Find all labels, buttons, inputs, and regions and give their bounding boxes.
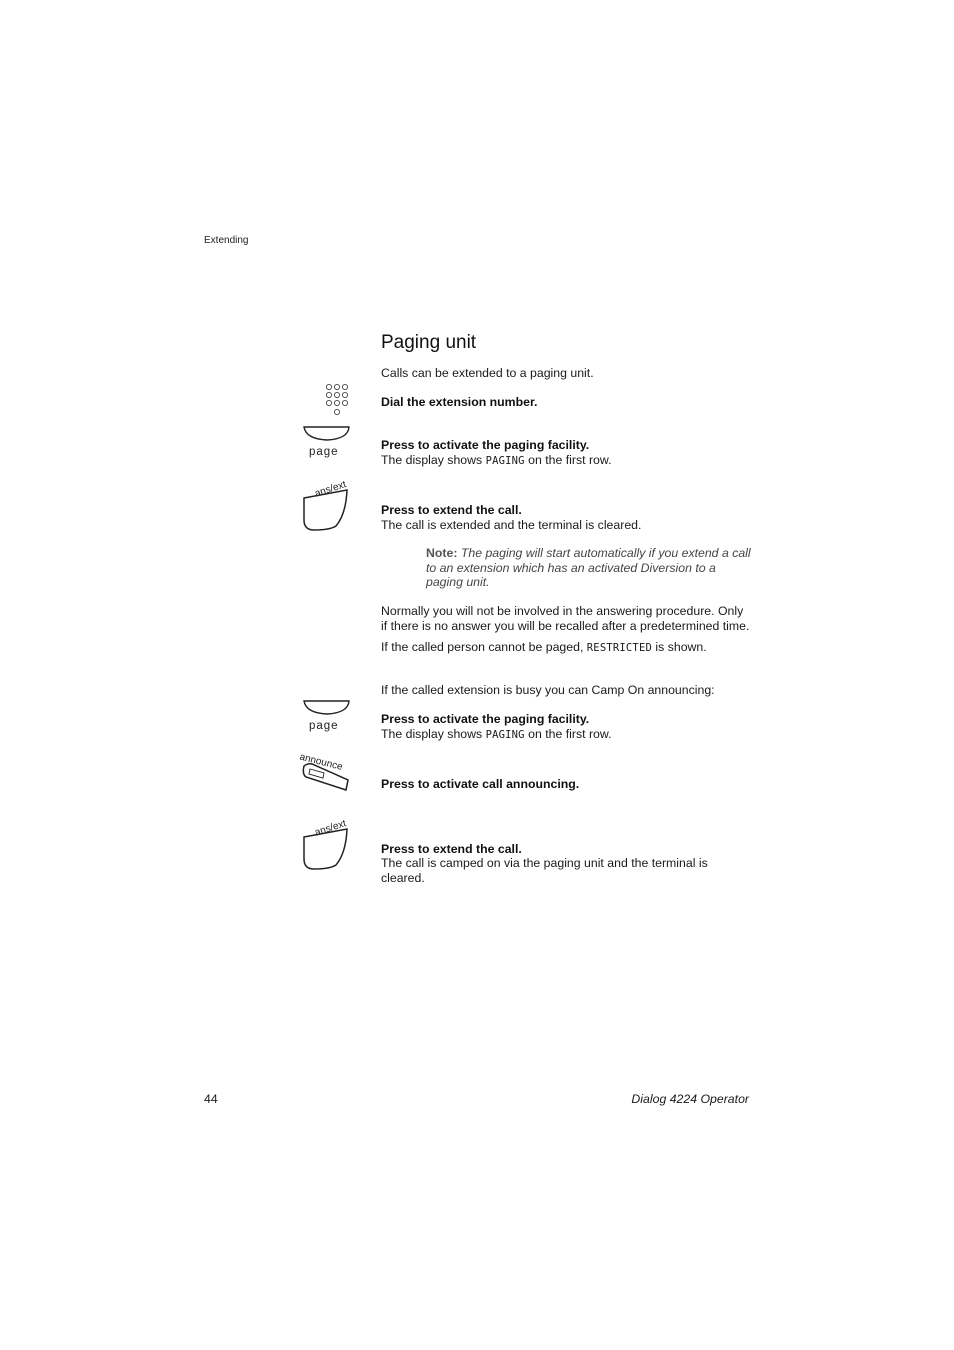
- ans-ext-key-icon: [300, 476, 354, 534]
- step-page-detail: The display shows PAGING on the first row.: [381, 453, 612, 467]
- note-label: Note:: [426, 546, 458, 560]
- step-dial-instruction: Dial the extension number.: [381, 395, 538, 409]
- intro-text: Calls can be extended to a paging unit.: [381, 366, 594, 380]
- step2-extend-instruction: Press to extend the call.: [381, 842, 522, 856]
- page-key-label: page: [309, 446, 339, 458]
- step-page-instruction: Press to activate the paging facility.: [381, 438, 590, 452]
- page-number: 44: [204, 1092, 218, 1106]
- step2-page-detail: The display shows PAGING on the first row.: [381, 727, 612, 741]
- note-block: Note: The paging will start automatically if you extend a call to an extension which has an activated Diversion to a paging unit.: [426, 546, 751, 589]
- ans-ext-key-label: ans/ext: [313, 818, 348, 839]
- answering-procedure-paragraph: Normally you will not be involved in the answering procedure. Only if there is no answer you will be recalled after a predetermined time.: [381, 604, 750, 633]
- camp-on-intro: If the called extension is busy you can Camp On announcing:: [381, 683, 715, 697]
- ans-ext-key-icon: [300, 815, 354, 873]
- page-title: Paging unit: [381, 332, 477, 353]
- restricted-paragraph: If the called person cannot be paged, RESTRICTED is shown.: [381, 640, 707, 654]
- step2-extend-detail: The call is camped on via the paging unit and the terminal is cleared.: [381, 856, 708, 885]
- step2-announce-instruction: Press to activate call announcing.: [381, 777, 580, 791]
- page-key-label: page: [309, 720, 339, 732]
- step-extend-instruction: Press to extend the call.: [381, 503, 522, 517]
- ans-ext-key-label: ans/ext: [313, 479, 348, 500]
- announce-key-label: announce: [298, 751, 344, 773]
- page-key-icon: [302, 698, 352, 718]
- page-key-icon: [302, 424, 352, 444]
- running-header: Extending: [204, 235, 249, 246]
- step-extend-detail: The call is extended and the terminal is cleared.: [381, 518, 642, 532]
- announce-key-icon: [298, 750, 354, 796]
- product-name: Dialog 4224 Operator: [631, 1092, 749, 1106]
- keypad-icon: [322, 381, 354, 419]
- step2-page-instruction: Press to activate the paging facility.: [381, 712, 590, 726]
